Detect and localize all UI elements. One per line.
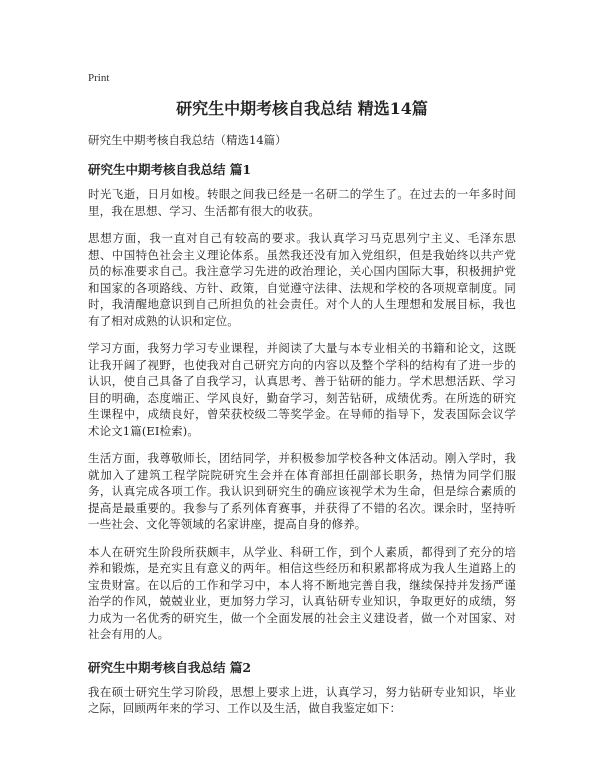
section-heading: 研究生中期考核自我总结 篇2 bbox=[88, 659, 252, 675]
paragraph: 思想方面，我一直对自己有较高的要求。我认真学习马克思列宁主义、毛泽东思想、中国特色社会主义理论体系。虽然我还没有加入党组织，但是我始终以共产党员的标准要求自己。我注意学习先进的政治理论，关心国内国际大事，积极拥护党和国家的各项路线、方针、政策，自觉遵守法律、法规和学校的各项规章制度。同时，我清醒地意识到自己所担负的社会责任。对个人的人生理想和发展目标，我也有了相对成熟的认识和定位。 bbox=[88, 231, 516, 328]
paragraph: 生活方面，我尊敬师长，团结同学，并积极参加学校各种文体活动。刚入学时，我就加入了建筑工程学院院研究生会并在体育部担任副部长职务，热情为同学们服务，认真完成各项工作。我认识到研究生的确应该视学术为生命，但是综合素质的提高是最重要的。我参与了系列体育赛事，并获得了不错的名次。课余时，坚持听一些社会、文化等领域的名家讲座，提高自身的修养。 bbox=[88, 451, 516, 531]
section-2 bbox=[88, 658, 516, 717]
section-heading: 研究生中期考核自我总结 篇1 bbox=[88, 162, 252, 177]
section-1 bbox=[88, 160, 516, 643]
document-subtitle: 研究生中期考核自我总结（精选14篇） bbox=[88, 133, 287, 147]
paragraph: 我在硕士研究生学习阶段，思想上要求上进，认真学习，努力钻研专业知识，毕业之际，回顾两年来的学习、工作以及生活，做自我鉴定如下： bbox=[88, 684, 516, 715]
paragraph: 本人在研究生阶段所获颇丰，从学业、科研工作，到个人素质，都得到了充分的培养和锻炼，是充实且有意义的两年。相信这些经历和积累都将成为我人生道路上的宝贵财富。在以后的工作和学习中，本人将不断地完善自我，继续保持并发扬严谨治学的作风，兢兢业业，更加努力学习，认真钻研专业知识，争取更好的成绩，努力成为一名优秀的研究生，做一个全面发展的社会主义建设者，做一个对国家、对社会有用的人。 bbox=[88, 544, 516, 641]
paragraph: 学习方面，我努力学习专业课程，并阅读了大量与本专业相关的书籍和论文，这既让我开阔了视野，也使我对自己研究方向的内容以及整个学科的结构有了进一步的认识，使自己具备了自我学习，认真思考、善于钻研的能力。学术思想活跃、学习目的明确，态度端正、学风良好，勤奋学习，刻苦钻研，成绩优秀。在所选的研究生课程中，成绩良好，曾荣获校级二等奖学金。在导师的指导下，发表国际会议学术论文1篇(EI检索)。 bbox=[88, 341, 516, 438]
paragraph: 时光飞逝，日月如梭。转眼之间我已经是一名研二的学生了。在过去的一年多时间里，我在思想、学习、生活都有很大的收获。 bbox=[88, 187, 516, 218]
print-link[interactable]: Print bbox=[88, 72, 110, 84]
page-title: 研究生中期考核自我总结 精选14篇 bbox=[176, 99, 428, 118]
document-content bbox=[88, 160, 516, 728]
